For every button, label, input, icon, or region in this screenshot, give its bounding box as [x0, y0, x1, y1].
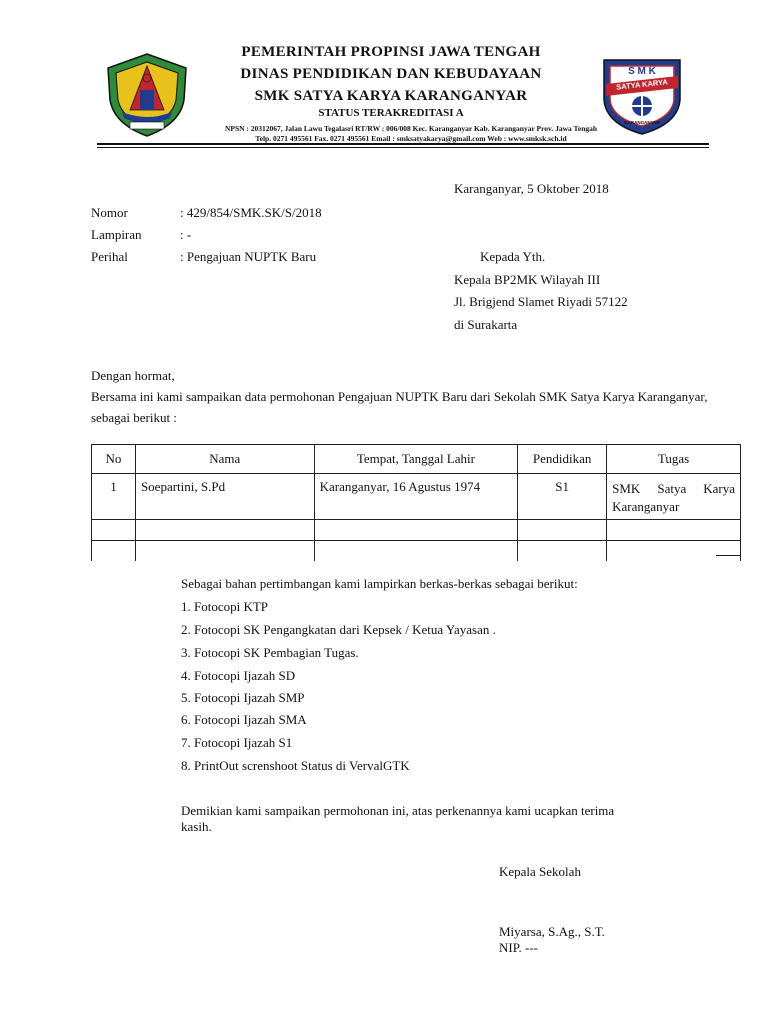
cell-tugas-line-1: SMK Satya Karya — [612, 481, 735, 496]
attachments-intro: Sebagai bahan pertimbangan kami lampirkan berkas-berkas sebagai berikut: — [181, 576, 578, 591]
perihal-label: Perihal — [91, 249, 128, 264]
attachment-item: 2. Fotocopi SK Pengangkatan dari Kepsek / Ketua Yayasan . — [181, 622, 496, 637]
lampiran-label: Lampiran — [91, 227, 142, 242]
header-nama: Nama — [135, 445, 314, 474]
recipient-line-3: di Surakarta — [454, 317, 518, 332]
attachment-item: 5. Fotocopi Ijazah SMP — [181, 690, 305, 705]
table-row — [92, 474, 741, 520]
salutation: Dengan hormat, — [91, 368, 175, 383]
nomor-label: Nomor — [91, 205, 128, 220]
badge-text-bottom: KARANGANYAR — [624, 120, 660, 125]
cell-tugas — [607, 474, 741, 520]
kop-line-2: DINAS PENDIDIKAN DAN KEBUDAYAAN — [240, 66, 542, 82]
closing-line-2: kasih. — [181, 819, 212, 834]
applicant-table — [91, 444, 741, 561]
intro-paragraph: Bersama ini kami sampaikan data permohonan Pengajuan NUPTK Baru dari Sekolah SMK Satya Karya Karanganyar, sebagai berikut : — [91, 389, 708, 425]
place-date: Karanganyar, 5 Oktober 2018 — [454, 181, 609, 196]
table-row-empty — [92, 541, 741, 562]
signer-name: Miyarsa, S.Ag., S.T. — [499, 924, 605, 939]
header-tugas: Tugas — [607, 445, 741, 474]
header-pendidikan: Pendidikan — [518, 445, 607, 474]
attachment-item: 4. Fotocopi Ijazah SD — [181, 668, 296, 683]
kop-address-2: Telp. 0271 495561 Fax. 0271 495561 Email : smksatyakarya@gmail.com Web : www.smksk.sch.id — [255, 134, 567, 143]
attachment-item: 3. Fotocopi SK Pembagian Tugas. — [181, 645, 359, 660]
recipient-line-2: Jl. Brigjend Slamet Riyadi 57122 — [454, 294, 628, 309]
signer-nip: NIP. --- — [499, 940, 538, 955]
kop-line-1: PEMERINTAH PROPINSI JAWA TENGAH — [241, 44, 541, 60]
badge-text-band: SATYA KARYA — [615, 77, 669, 92]
table-bottom-stub — [716, 555, 741, 556]
header-ttl: Tempat, Tanggal Lahir — [314, 445, 518, 474]
table-row-empty — [92, 520, 741, 541]
perihal-value: : Pengajuan NUPTK Baru — [180, 249, 317, 264]
closing-line-1: Demikian kami sampaikan permohonan ini, atas perkenannya kami ucapkan terima — [181, 803, 615, 818]
cell-pendidikan: S1 — [518, 474, 607, 520]
cell-tugas-line-2: Karanganyar — [612, 499, 680, 514]
attachment-item: 6. Fotocopi Ijazah SMA — [181, 712, 307, 727]
signer-title: Kepala Sekolah — [499, 864, 581, 879]
badge-text-top: S M K — [628, 66, 656, 77]
kop-divider-thick — [97, 143, 709, 145]
nomor-value: : 429/854/SMK.SK/S/2018 — [180, 205, 322, 220]
cell-ttl: Karanganyar, 16 Agustus 1974 — [314, 474, 518, 520]
attachment-item: 8. PrintOut screnshoot Status di VervalGTK — [181, 758, 410, 773]
kop-address-1: NPSN : 20312067, Jalan Lawu Tegalasri RT/RW : 006/008 Kec. Karanganyar Kab. Karanganyar Prov. Jawa Tengah — [224, 124, 598, 133]
table-header-row — [92, 445, 741, 474]
recipient-greeting: Kepada Yth. — [480, 249, 546, 264]
kop-divider-thin — [97, 147, 709, 148]
attachment-item: 7. Fotocopi Ijazah S1 — [181, 735, 293, 750]
kop-line-3: SMK SATYA KARYA KARANGANYAR — [254, 88, 528, 104]
header-no: No — [92, 445, 136, 474]
lampiran-value: : - — [180, 227, 192, 242]
cell-nama: Soepartini, S.Pd — [135, 474, 314, 520]
attachment-item: 1. Fotocopi KTP — [181, 599, 269, 614]
cell-no: 1 — [92, 474, 136, 520]
letterhead — [0, 0, 768, 150]
recipient-line-1: Kepala BP2MK Wilayah III — [454, 272, 601, 287]
kop-line-4: STATUS TERAKREDITASI A — [318, 107, 464, 119]
